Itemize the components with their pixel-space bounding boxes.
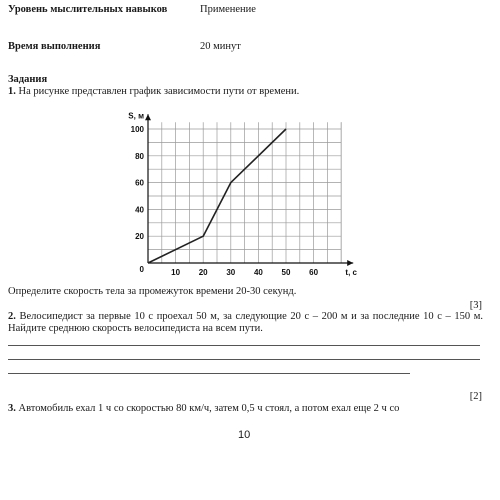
chart-axes — [145, 114, 353, 266]
y-tick-label: 20 — [135, 232, 144, 242]
task-2 — [8, 311, 483, 335]
answer-line-1 — [8, 345, 480, 346]
task-2-number: 2. — [8, 311, 16, 322]
distance-time-chart — [110, 108, 380, 283]
task-3 — [8, 403, 483, 415]
task-1-question: Определите скорость тела за промежуток времени 20-30 секунд. — [8, 286, 297, 297]
x-tick-label: 20 — [198, 268, 208, 277]
page-number: 10 — [238, 429, 251, 441]
y-axis-label: S, м — [128, 111, 144, 121]
origin-label: 0 — [139, 265, 144, 274]
tasks-title: Задания — [8, 74, 48, 85]
task-1-text: На рисунке представлен график зависимости пути от времени. — [18, 86, 300, 97]
task-1-score: [3] — [469, 300, 482, 311]
x-tick-label: 30 — [226, 268, 236, 277]
x-axis-arrow — [347, 260, 353, 266]
task-2-text: Велосипедист за первые 10 с проехал 50 м, за следующие 20 с – 200 м и за последние 10 с – 150 м. Найдите среднюю скорость велосипедиста на всем пути. — [8, 311, 483, 334]
chart-grid — [148, 122, 341, 263]
x-axis-label: t, c — [345, 268, 357, 277]
answer-line-2 — [8, 359, 480, 360]
task-1 — [8, 86, 483, 98]
time-value: 20 минут — [200, 41, 241, 52]
y-tick-label: 40 — [135, 205, 144, 215]
skill-level-label: Уровень мыслительных навыков — [8, 4, 168, 15]
x-tick-label: 10 — [171, 268, 181, 277]
skill-level-value: Применение — [200, 4, 256, 15]
task-3-text: Автомобиль ехал 1 ч со скоростью 80 км/ч, затем 0,5 ч стоял, а потом ехал еще 2 ч со — [18, 403, 400, 414]
chart-ticks — [128, 111, 357, 277]
x-tick-label: 50 — [281, 268, 291, 277]
answer-line-3 — [8, 373, 410, 374]
y-tick-label: 100 — [130, 125, 144, 134]
y-axis-arrow — [145, 114, 151, 120]
y-tick-label: 80 — [135, 151, 144, 161]
x-tick-label: 60 — [309, 268, 319, 277]
task-2-score: [2] — [469, 391, 482, 402]
task-1-number: 1. — [8, 86, 16, 97]
x-tick-label: 40 — [253, 268, 263, 277]
task-3-number: 3. — [8, 403, 16, 414]
y-tick-label: 60 — [135, 178, 144, 188]
time-label: Время выполнения — [8, 41, 101, 52]
